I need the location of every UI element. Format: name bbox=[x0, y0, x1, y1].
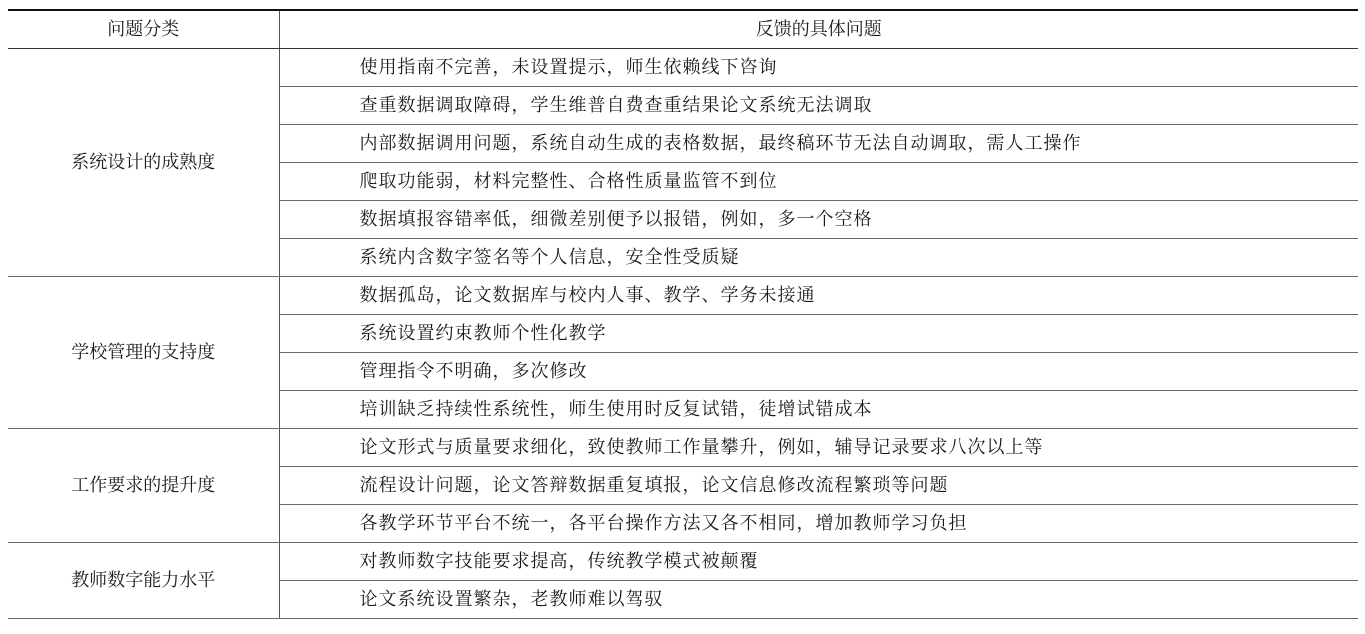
issue-cell: 流程设计问题，论文答辩数据重复填报，论文信息修改流程繁琐等问题 bbox=[279, 467, 1358, 505]
category-cell: 教师数字能力水平 bbox=[8, 543, 279, 619]
issue-cell: 管理指令不明确，多次修改 bbox=[279, 353, 1358, 391]
issue-cell: 爬取功能弱，材料完整性、合格性质量监管不到位 bbox=[279, 163, 1358, 201]
category-cell: 工作要求的提升度 bbox=[8, 429, 279, 543]
issue-cell: 系统内含数字签名等个人信息，安全性受质疑 bbox=[279, 239, 1358, 277]
issue-cell: 系统设置约束教师个性化教学 bbox=[279, 315, 1358, 353]
issue-cell: 培训缺乏持续性系统性，师生使用时反复试错，徒增试错成本 bbox=[279, 391, 1358, 429]
feedback-table bbox=[8, 9, 1358, 619]
header-row bbox=[8, 10, 1358, 49]
table-row bbox=[8, 429, 1358, 467]
issue-cell: 各教学环节平台不统一，各平台操作方法又各不相同，增加教师学习负担 bbox=[279, 505, 1358, 543]
issue-cell: 对教师数字技能要求提高，传统教学模式被颠覆 bbox=[279, 543, 1358, 581]
table-row bbox=[8, 277, 1358, 315]
issue-cell: 内部数据调用问题，系统自动生成的表格数据，最终稿环节无法自动调取，需人工操作 bbox=[279, 125, 1358, 163]
issue-cell: 论文形式与质量要求细化，致使教师工作量攀升，例如，辅导记录要求八次以上等 bbox=[279, 429, 1358, 467]
issue-cell: 论文系统设置繁杂，老教师难以驾驭 bbox=[279, 581, 1358, 619]
category-cell: 学校管理的支持度 bbox=[8, 277, 279, 429]
feedback-table-container bbox=[8, 9, 1358, 634]
header-issue: 反馈的具体问题 bbox=[279, 10, 1358, 49]
issue-cell: 数据填报容错率低，细微差别便予以报错，例如，多一个空格 bbox=[279, 201, 1358, 239]
issue-cell: 使用指南不完善，未设置提示，师生依赖线下咨询 bbox=[279, 49, 1358, 87]
issue-cell: 数据孤岛，论文数据库与校内人事、教学、学务未接通 bbox=[279, 277, 1358, 315]
category-cell: 系统设计的成熟度 bbox=[8, 49, 279, 277]
table-row bbox=[8, 543, 1358, 581]
issue-cell: 查重数据调取障碍，学生维普自费查重结果论文系统无法调取 bbox=[279, 87, 1358, 125]
header-category: 问题分类 bbox=[8, 10, 279, 49]
table-row bbox=[8, 49, 1358, 87]
